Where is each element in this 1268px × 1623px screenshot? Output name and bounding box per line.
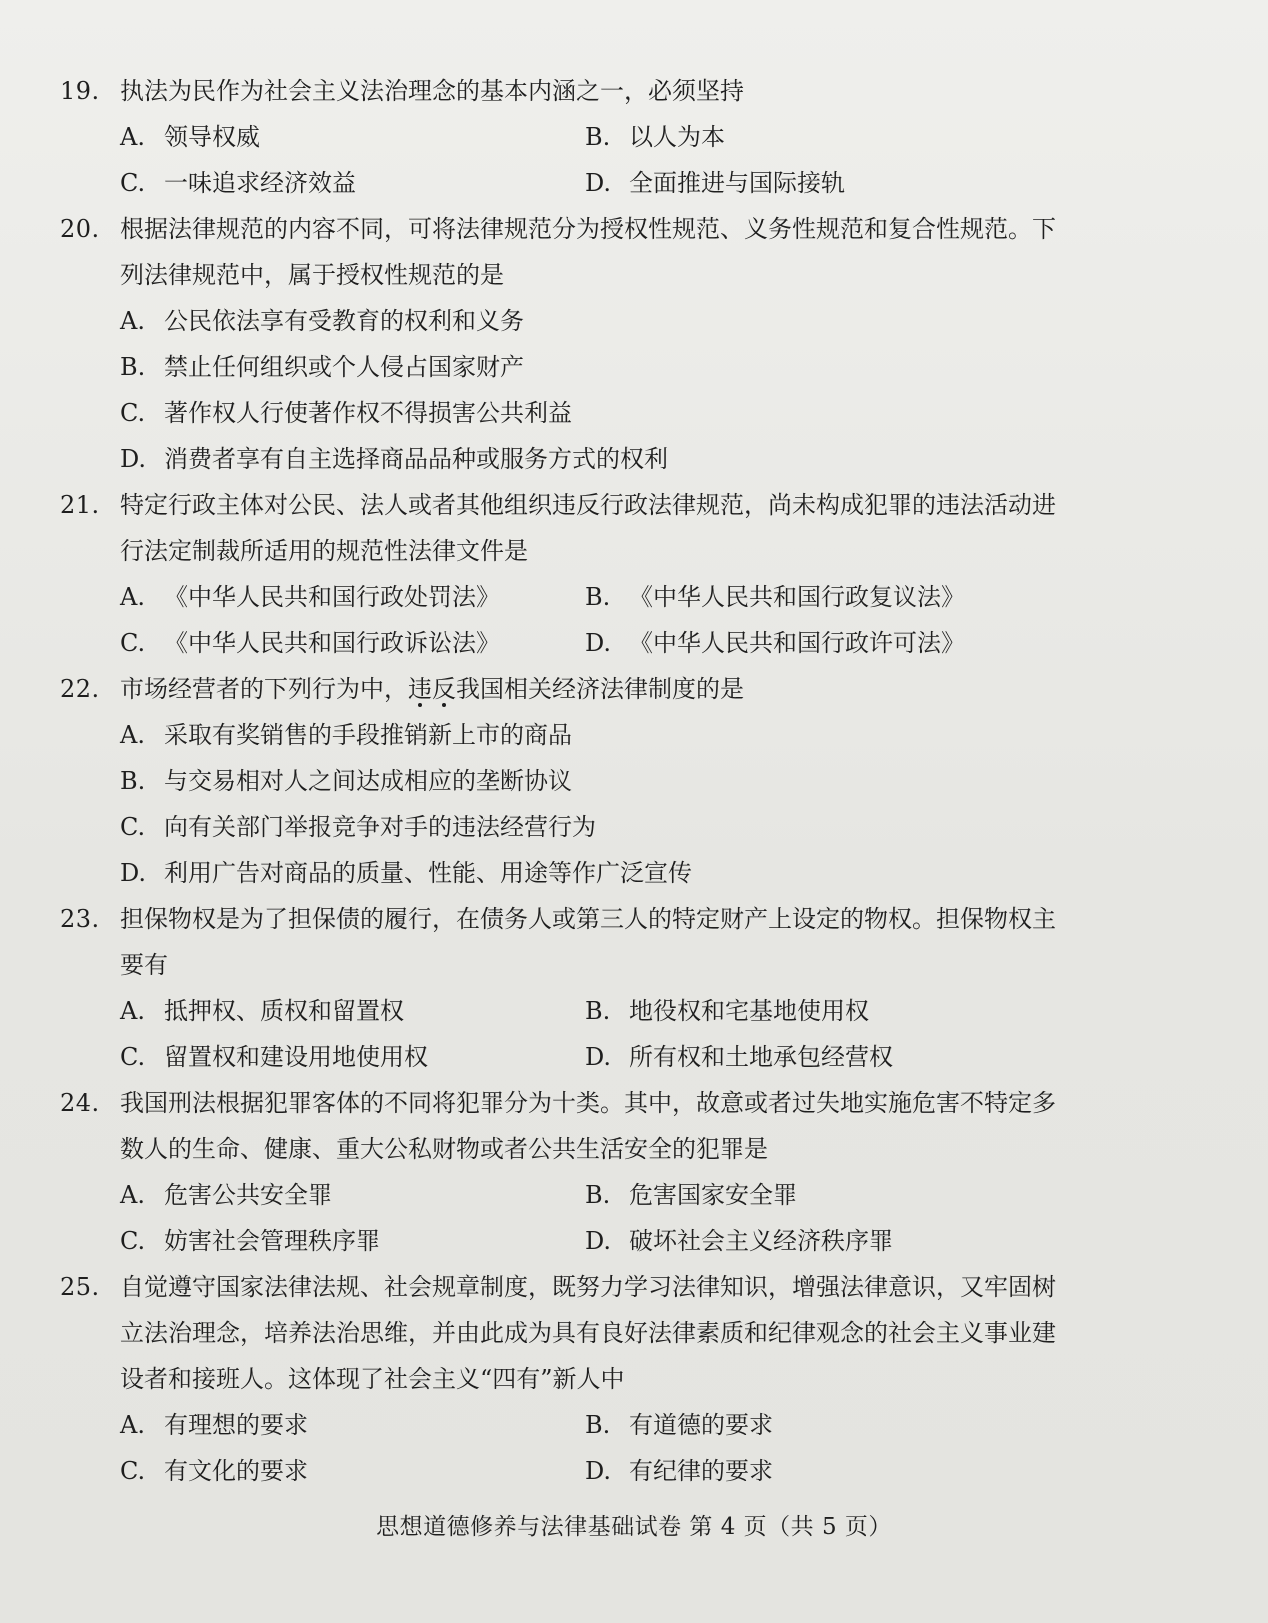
option-letter: C. <box>120 169 146 197</box>
question-number: 23. <box>60 905 100 933</box>
question-text-before: 市场经营者的下列行为中， <box>120 675 408 703</box>
question-text-after: 我国相关经济法律制度的是 <box>456 675 744 703</box>
option-letter: B. <box>585 583 611 611</box>
option-text: 《中华人民共和国行政诉讼法》 <box>164 629 500 657</box>
option-letter: C. <box>120 629 146 657</box>
option-list <box>60 298 1070 482</box>
option-list <box>60 574 1070 666</box>
option-letter: D. <box>585 1227 612 1255</box>
option-b <box>585 114 725 160</box>
emphasis-char: 反 <box>432 675 456 703</box>
option-text: 以人为本 <box>629 123 725 151</box>
option-b <box>120 344 524 390</box>
question-22 <box>60 666 1070 896</box>
option-letter: A. <box>120 721 145 749</box>
question-25 <box>60 1264 1070 1494</box>
option-c <box>120 1034 585 1080</box>
option-letter: D. <box>585 169 612 197</box>
option-text: 领导权威 <box>164 123 260 151</box>
option-list <box>60 1172 1070 1264</box>
option-c <box>120 390 572 436</box>
option-text: 著作权人行使著作权不得损害公共利益 <box>164 399 572 427</box>
option-letter: D. <box>585 1043 612 1071</box>
option-a <box>120 988 585 1034</box>
option-letter: A. <box>120 1411 145 1439</box>
option-list <box>60 712 1070 896</box>
option-text: 禁止任何组织或个人侵占国家财产 <box>164 353 524 381</box>
option-letter: D. <box>120 859 147 887</box>
option-text: 留置权和建设用地使用权 <box>164 1043 428 1071</box>
option-text: 有文化的要求 <box>164 1457 308 1485</box>
option-letter: A. <box>120 307 145 335</box>
option-b <box>585 1172 797 1218</box>
option-letter: B. <box>120 353 146 381</box>
question-19 <box>60 68 1070 206</box>
option-d <box>585 160 845 206</box>
option-text: 破坏社会主义经济秩序罪 <box>629 1227 893 1255</box>
option-text: 危害公共安全罪 <box>164 1181 332 1209</box>
option-text: 与交易相对人之间达成相应的垄断协议 <box>164 767 572 795</box>
option-b <box>585 988 869 1034</box>
question-number: 22. <box>60 675 100 703</box>
question-number: 21. <box>60 491 100 519</box>
option-letter: B. <box>585 123 611 151</box>
option-text: 妨害社会管理秩序罪 <box>164 1227 380 1255</box>
option-list <box>60 114 1070 206</box>
question-number: 25. <box>60 1273 100 1301</box>
question-text: 担保物权是为了担保债的履行，在债务人或第三人的特定财产上设定的物权。担保物权主要有 <box>120 905 1056 979</box>
option-letter: B. <box>585 1411 611 1439</box>
option-letter: C. <box>120 1457 146 1485</box>
option-text: 利用广告对商品的质量、性能、用途等作广泛宣传 <box>164 859 692 887</box>
question-text: 根据法律规范的内容不同，可将法律规范分为授权性规范、义务性规范和复合性规范。下列法律规范中，属于授权性规范的是 <box>120 215 1056 289</box>
option-letter: D. <box>585 1457 612 1485</box>
option-d <box>585 1218 893 1264</box>
option-text: 向有关部门举报竞争对手的违法经营行为 <box>164 813 596 841</box>
option-text: 《中华人民共和国行政处罚法》 <box>164 583 500 611</box>
option-letter: A. <box>120 997 145 1025</box>
option-a <box>120 574 585 620</box>
emphasis-dotted-text <box>408 675 456 703</box>
option-letter: B. <box>585 997 611 1025</box>
option-b <box>120 758 572 804</box>
option-text: 所有权和土地承包经营权 <box>629 1043 893 1071</box>
option-list <box>60 988 1070 1080</box>
option-a <box>120 1402 585 1448</box>
question-number: 19. <box>60 77 100 105</box>
option-letter: A. <box>120 1181 145 1209</box>
option-d <box>585 1034 893 1080</box>
page-footer: 思想道德修养与法律基础试卷 第 4 页（共 5 页） <box>376 1514 892 1540</box>
option-a <box>120 114 585 160</box>
option-c <box>120 1218 585 1264</box>
option-text: 地役权和宅基地使用权 <box>629 997 869 1025</box>
option-list <box>60 1402 1070 1494</box>
option-text: 抵押权、质权和留置权 <box>164 997 404 1025</box>
option-text: 《中华人民共和国行政许可法》 <box>629 629 965 657</box>
option-letter: C. <box>120 399 146 427</box>
option-c <box>120 160 585 206</box>
option-letter: B. <box>585 1181 611 1209</box>
option-b <box>585 574 965 620</box>
question-text: 自觉遵守国家法律法规、社会规章制度，既努力学习法律知识，增强法律意识，又牢固树立法治理念，培养法治思维，并由此成为具有良好法律素质和纪律观念的社会主义事业建设者和接班人。这体现了社会主义“四有”新人中 <box>120 1273 1056 1393</box>
question-text: 执法为民作为社会主义法治理念的基本内涵之一，必须坚持 <box>120 77 744 105</box>
question-20 <box>60 206 1070 482</box>
option-letter: D. <box>585 629 612 657</box>
option-text: 有纪律的要求 <box>629 1457 773 1485</box>
question-text <box>120 666 1070 712</box>
option-letter: D. <box>120 445 147 473</box>
option-text: 《中华人民共和国行政复议法》 <box>629 583 965 611</box>
option-c <box>120 804 596 850</box>
question-text: 特定行政主体对公民、法人或者其他组织违反行政法律规范，尚未构成犯罪的违法活动进行法定制裁所适用的规范性法律文件是 <box>120 491 1056 565</box>
option-text: 有理想的要求 <box>164 1411 308 1439</box>
option-letter: A. <box>120 123 145 151</box>
option-b <box>585 1402 773 1448</box>
option-d <box>120 436 668 482</box>
question-text: 我国刑法根据犯罪客体的不同将犯罪分为十类。其中，故意或者过失地实施危害不特定多数人的生命、健康、重大公私财物或者公共生活安全的犯罪是 <box>120 1089 1056 1163</box>
option-text: 公民依法享有受教育的权利和义务 <box>164 307 524 335</box>
option-a <box>120 298 524 344</box>
question-number: 20. <box>60 215 100 243</box>
option-letter: B. <box>120 767 146 795</box>
option-a <box>120 712 572 758</box>
question-21 <box>60 482 1070 666</box>
question-23 <box>60 896 1070 1080</box>
option-text: 全面推进与国际接轨 <box>629 169 845 197</box>
option-text: 采取有奖销售的手段推销新上市的商品 <box>164 721 572 749</box>
option-d <box>585 620 965 666</box>
emphasis-char: 违 <box>408 675 432 703</box>
option-letter: C. <box>120 813 146 841</box>
option-text: 消费者享有自主选择商品品种或服务方式的权利 <box>164 445 668 473</box>
option-a <box>120 1172 585 1218</box>
question-list <box>60 68 1070 1494</box>
option-d <box>585 1448 773 1494</box>
option-letter: C. <box>120 1227 146 1255</box>
question-24 <box>60 1080 1070 1264</box>
option-text: 一味追求经济效益 <box>164 169 356 197</box>
option-letter: C. <box>120 1043 146 1071</box>
option-c <box>120 1448 585 1494</box>
option-text: 危害国家安全罪 <box>629 1181 797 1209</box>
option-text: 有道德的要求 <box>629 1411 773 1439</box>
option-d <box>120 850 692 896</box>
option-c <box>120 620 585 666</box>
question-number: 24. <box>60 1089 100 1117</box>
option-letter: A. <box>120 583 145 611</box>
